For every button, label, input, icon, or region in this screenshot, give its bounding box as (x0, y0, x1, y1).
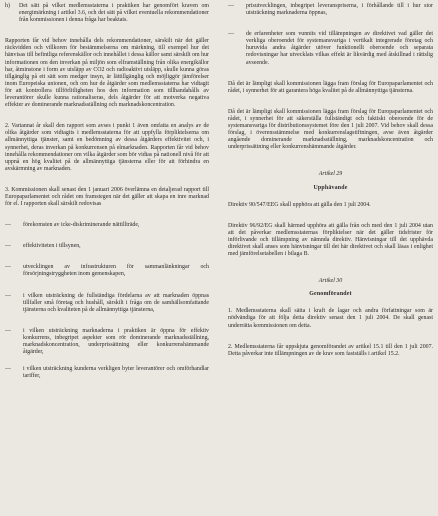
list-item (228, 31, 433, 66)
list-item-h (5, 3, 209, 24)
list-item-text: prisutvecklingen, inbegripet leveranspriserna, i förhållande till i hur stor utsträckning marknaderna öppnas, (246, 3, 433, 17)
list-item-text: utvecklingen av infrastrukturen för sammanlänkningar och försörjningstryggheten inom gemenskapen, (23, 264, 209, 278)
list-item (5, 328, 209, 356)
article-30-paragraph-2: 2. Medlemsstaterna får uppskjuta genomförandet av artikel 15.1 till den 1 juli 2007. Detta påverkar inte tillämpningen av de krav som fastställs i artikel 15.2. (228, 343, 433, 357)
dash-marker: — (228, 3, 234, 9)
list-item-text: i vilken utsträckning de fullständiga fördelarna av att marknaden öppnas tillfaller små företag och hushåll, särskilt i fråga om de samhällsomfattande tjänsterna och kvaliteten på de allmännyttiga tjänsterna, (23, 292, 209, 313)
right-column (228, 3, 433, 358)
list-item (5, 293, 209, 314)
list-item-text: effektiviteten i tillsynen, (23, 243, 81, 250)
list-item-text: i vilken utsträckning kunderna verkligen byter leverantörer och omförhandlar tariffer, (23, 366, 209, 380)
list-item (5, 222, 209, 229)
article-30-number: Artikel 30 (318, 278, 343, 285)
list-item-text: de erfarenheter som vunnits vid tillämpningen av direktivet vad gäller det verkliga oberoendet för systemansvariga i vertikalt integrerade företag och huruvida andra åtgärder utöver funktionellt oberoende och separata redovisningar har utvecklats vilkas effekt är likvärdig med åtskillnad i rättslig avseende. (246, 31, 433, 66)
paragraph-recommendations: Rapporten får vid behov innehålla dels rekommendationer, särskilt när det gäller räckvidden och villkoren för bestämmelserna om märkning, till exempel hur det hänvisas till befintliga referenskällor och innehållet i dessa källor samt särskilt om hur informationen om den inverkan på miljön som elframställning från olika energikällor har, åtminstone i form av utsläpp av CO2 och radioaktivt utsläpp, skulle kunna göras tillgänglig på ett sätt som medger insyn, är lättillgänglig och möjliggör jämförelser inom Europeiska unionen, och om hur de åtgärder som medlemsstaterna har vidtagit för att kontrollera tillförlitligheten hos den information som tillhandahålls av leverantörer skulle kunna rationaliseras, dels åtgärder för att motverka negativa effekter av dominerande marknadsställning och marknadskoncentration. (5, 38, 209, 109)
dash-marker: — (5, 292, 11, 299)
article-29-title: Upphävande (313, 184, 348, 191)
list-item-text: i vilken utsträckning marknaderna i praktiken är öppna för effektiv konkurrens, inbegripet aspekter som rör dominerande marknadsställning, marknadskoncentration, underprissättning eller konkurrenshämmande åtgärder, (23, 327, 209, 356)
article-29-text: Direktiv 90/547/EEG skall upphöra att gälla den 1 juli 2004. (228, 201, 371, 208)
dash-marker: — (228, 31, 234, 38)
dash-marker: — (5, 327, 11, 334)
paragraph-proposals-b: Då det är lämpligt skall kommissionen lägga fram förslag för Europaparlamentet och rådet, i synnerhet för att säkerställa fullständigt och faktiskt oberoende för de systemansvariga för distributionssystemet före den 1 juli 2007. Vid behov skall dessa förslag, i överensstämmelse med konkurrenslagstiftningen, avse även åtgärder angående dominerande marknadsställning, marknadskoncentration och underprissättning eller konkurrenshämmande åtgärder. (228, 108, 433, 151)
paragraph-3: 3. Kommissionen skall senast den 1 januari 2006 överlämna en detaljerad rapport till Europaparlamentet och rådet om framstegen när det gäller att skapa en inre marknad för el. I rapporten skall särskilt redovisas (5, 186, 209, 208)
item-marker: h) (5, 3, 10, 9)
dash-marker: — (5, 243, 11, 250)
list-item (228, 3, 433, 17)
dash-marker: — (5, 222, 11, 229)
article-29-number: Artikel 29 (318, 171, 343, 178)
article-30-title: Genomförandet (309, 291, 352, 298)
list-item-text: förekomsten av icke-diskriminerande nättillträde, (23, 222, 140, 229)
item-text: Det sätt på vilket medlemsstaterna i praktiken har genomfört kraven om energimärkning i artikel 3.6, och det sätt på vilket eventuella rekommendationer från kommissionen i denna fråga har beaktats. (19, 3, 209, 24)
dash-marker: — (5, 366, 11, 373)
paragraph-2: 2. Vartannat år skall den rapport som avses i punkt 1 även omfatta en analys av de olika åtgärder som vidtagits i medlemsstaterna för att uppfylla förpliktelserna om allmännyttiga tjänster, samt en bedömning av dessa åtgärders effektivitet och, i synnerhet, deras inverkan på konkurrensen på elmarknaden. Rapporten får vid behov innehålla rekommendationer om vilka åtgärder som bör vidtas på nationell nivå för att uppnå en hög kvalitet på de allmännyttiga tjänsterna eller för att förhindra en avskärmning av marknaden. (5, 123, 209, 172)
paragraph-proposals-a: Då det är lämpligt skall kommissionen lägga fram förslag för Europaparlamentet och rådet, i synnerhet för att garantera höga kvalitet på de allmännyttiga tjänsterna. (228, 80, 433, 94)
list-item (5, 264, 209, 278)
list-item (5, 243, 209, 250)
article-30-paragraph-1: 1. Medlemsstaterna skall sätta i kraft de lagar och andra författningar som är nödvändiga för att följa detta direktiv senast den 1 juli 2004. De skall genast underrätta kommissionen om detta. (228, 308, 433, 329)
list-item (5, 366, 209, 380)
dash-marker: — (5, 264, 11, 271)
left-column (5, 3, 209, 380)
article-29-text-2: Direktiv 96/92/EG skall härmed upphöra att gälla från och med den 1 juli 2004 utan att det påverkar medlemsstaternas förpliktelser när det gäller tidsfrister för införlivande och tillämpning av nämnda direktiv. Hänvisningar till det upphävda direktivet skall anses som hänvisningar till det här direktivet och skall läsas i enlighet med jämförelsetabellen i bilaga B. (228, 222, 433, 258)
